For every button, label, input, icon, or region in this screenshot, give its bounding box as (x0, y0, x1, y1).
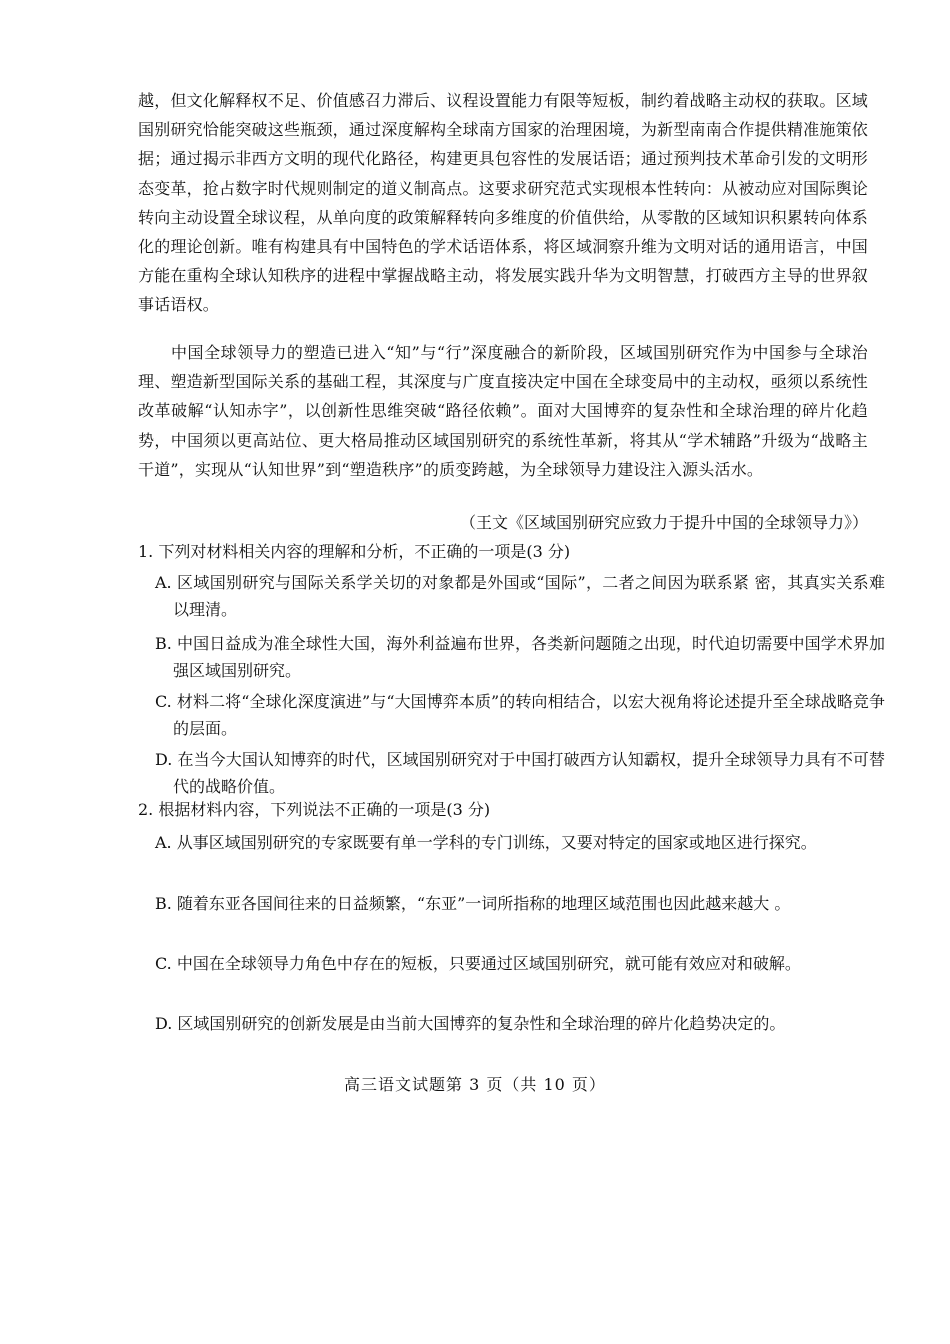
question-2-option-c: C. 中国在全球领导力角色中存在的短板，只要通过区域国别研究，就可能有效应对和破解。 (155, 954, 801, 973)
page-footer: 高三语文试题第 3 页（共 10 页） (344, 1075, 606, 1094)
question-2-stem: 2. 根据材料内容，下列说法不正确的一项是(3 分) (138, 800, 491, 819)
question-2-option-d: D. 区域国别研究的创新发展是由当前大国博弈的复杂性和全球治理的碎片化趋势决定的。 (155, 1014, 786, 1033)
question-2-option-a: A. 从事区域国别研究的专家既要有单一学科的专门训练，又要对特定的国家或地区进行探究。 (155, 833, 817, 852)
question-1-stem: 1. 下列对材料相关内容的理解和分析，不正确的一项是(3 分) (138, 542, 571, 561)
passage-source-citation: （王文《区域国别研究应致力于提升中国的全球领导力》） (459, 513, 868, 532)
question-1-option-c: C. 材料二将“全球化深度演进”与“大国博弈本质”的转向相结合，以宏大视角将论述提升至全球战略竞争的层面。 (155, 692, 885, 738)
question-1-option-b: B. 中国日益成为准全球性大国，海外利益遍布世界，各类新问题随之出现，时代迫切需要中国学术界加强区域国别研究。 (155, 634, 885, 680)
passage-paragraph-2: 中国全球领导力的塑造已进入“知”与“行”深度融合的新阶段，区域国别研究作为中国参与全球治理、塑造新型国际关系的基础工程，其深度与广度直接决定中国在全球变局中的主动权，亟须以系统性改革破解“认知赤字”，以创新性思维突破“路径依赖”。面对大国博弈的复杂性和全球治理的碎片化趋势，中国须以更高站位、更大格局推动区域国别研究的系统性革新，将其从“学术辅路”升级为“战略主干道”，实现从“认知世界”到“塑造秩序”的质变跨越，为全球领导力建设注入源头活水。 (138, 343, 868, 479)
question-2-option-b: B. 随着东亚各国间往来的日益频繁，“东亚”一词所指称的地理区域范围也因此越来越大 。 (155, 894, 791, 913)
question-1-option-a: A. 区域国别研究与国际关系学关切的对象都是外国或“国际”，二者之间因为联系紧 密，其真实关系难以理清。 (155, 573, 885, 619)
question-1-option-d: D. 在当今大国认知博弈的时代，区域国别研究对于中国打破西方认知霸权，提升全球领导力具有不可替代的战略价值。 (155, 750, 885, 796)
passage-paragraph-1: 越，但文化解释权不足、价值感召力滞后、议程设置能力有限等短板，制约着战略主动权的获取。区域国别研究恰能突破这些瓶颈，通过深度解构全球南方国家的治理困境，为新型南南合作提供精准施策依据；通过揭示非西方文明的现代化路径，构建更具包容性的发展话语；通过预判技术革命引发的文明形态变革，抢占数字时代规则制定的道义制高点。这要求研究范式实现根本性转向：从被动应对国际舆论转向主动设置全球议程，从单向度的政策解释转向多维度的价值供给，从零散的区域知识积累转向体系化的理论创新。唯有构建具有中国特色的学术话语体系，将区域洞察升维为文明对话的通用语言，中国方能在重构全球认知秩序的进程中掌握战略主动，将发展实践升华为文明智慧，打破西方主导的世界叙事话语权。 (138, 91, 868, 315)
